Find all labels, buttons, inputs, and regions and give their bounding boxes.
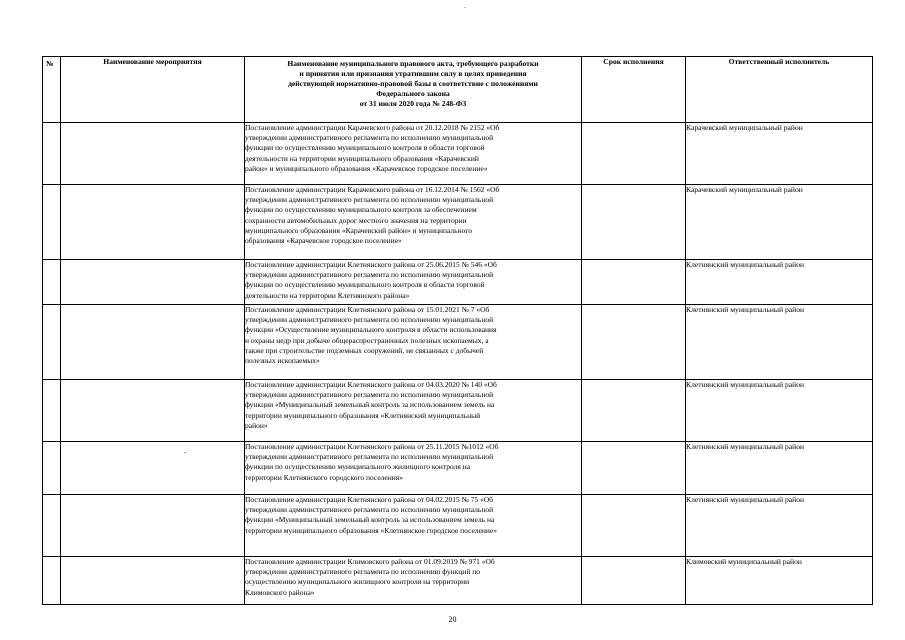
header-responsible: Ответственный исполнитель (686, 57, 873, 123)
row-deadline-cell (582, 557, 686, 605)
row-legal-act-cell (245, 260, 582, 305)
row-responsible-cell: Климовский муниципальный район (686, 557, 873, 605)
legal-act-line: утверждении административного регламента по исполнению муниципальной (245, 133, 494, 143)
row-number-cell (43, 305, 61, 380)
legal-act-line: функции «Осуществление муниципального контроля в области использования (245, 325, 497, 335)
row-responsible-cell: Клетнянский муниципальный район (686, 495, 873, 557)
row-deadline-cell (582, 185, 686, 260)
legal-act-line: муниципального образования «Карачевский район» и муниципального (245, 225, 472, 235)
row-legal-act-cell (245, 495, 582, 557)
legal-act-line: Постановление администрации Клетнянского района от 15.01.2021 № 7 «Об (245, 305, 490, 314)
table-row (43, 123, 873, 185)
table-row (43, 305, 873, 380)
table-row (43, 495, 873, 557)
legal-act-line: полезных ископаемых» (245, 356, 320, 366)
legal-act-line: осуществлению муниципального жилищного контроля на территории (245, 577, 470, 587)
row-responsible-cell: Карачевский муниципальный район (686, 185, 873, 260)
legal-act-line: утверждении административного регламента по исполнению муниципальной (245, 195, 494, 205)
row-measure-cell (61, 123, 245, 185)
legal-act-line: Постановление администрации Клетнянского района от 04.02.2015 № 75 «Об (245, 495, 494, 504)
row-measure-cell (61, 495, 245, 557)
legal-act-line: также при строительстве подземных сооружений, не связанных с добычей (245, 345, 484, 355)
table-row (43, 380, 873, 442)
row-legal-act-cell (245, 442, 582, 495)
header-legal-act-line: действующей нормативно-правовой базы в соответствие с положениями (288, 79, 538, 88)
row-measure-cell (61, 185, 245, 260)
row-responsible-cell: Клетнянский муниципальный район (686, 305, 873, 380)
legal-act-line: территории муниципального образования «Клетнянское городское поселение» (245, 525, 498, 535)
header-number: № (43, 57, 61, 123)
legal-act-line: Постановление администрации Карачевского района от 16.12.2014 № 1562 «Об (245, 185, 500, 194)
table-row (43, 260, 873, 305)
table-row (43, 185, 873, 260)
document-sheet (42, 56, 872, 605)
legal-act-line: утверждении административного регламента по исполнению функций по (245, 567, 480, 577)
row-measure-cell (61, 442, 245, 495)
legal-act-line: утверждении административного регламента по исполнению муниципальной (245, 390, 494, 400)
row-legal-act-cell (245, 557, 582, 605)
row-deadline-cell (582, 495, 686, 557)
legal-act-line: территории Клетнянского городского поселения» (245, 472, 403, 482)
legal-act-line: деятельности на территории Клетнянского района» (245, 290, 410, 300)
row-legal-act-cell (245, 185, 582, 260)
row-legal-act-cell (245, 123, 582, 185)
table-row (43, 557, 873, 605)
legal-act-line: функции по осуществлению муниципального контроля за обеспечением (245, 205, 477, 215)
header-legal-act-line: и принятия или признания утратившим силу в целях приведения (299, 69, 527, 78)
measures-table (42, 56, 873, 605)
row-responsible-cell: Клетнянский муниципальный район (686, 380, 873, 442)
table-header-row (43, 57, 873, 123)
legal-act-line: функции по осуществлению муниципального контроля в области торговой (245, 143, 485, 153)
row-responsible-cell: Клетнянский муниципальный район (686, 442, 873, 495)
legal-act-line: функции «Муниципальный земельный контроль за использованием земель на (245, 400, 495, 410)
legal-act-line: Постановление администрации Карачевского района от 20.12.2018 № 2152 «Об (245, 123, 500, 132)
row-number-cell (43, 260, 61, 305)
legal-act-line: утверждении административного регламента по исполнению муниципальной (245, 270, 494, 280)
legal-act-line: Постановление администрации Клетнянского района от 25.11.2015 №1012 «Об (245, 442, 499, 451)
row-deadline-cell (582, 123, 686, 185)
table-row (43, 442, 873, 495)
legal-act-line: утверждении административного регламента по исполнению муниципальной (245, 505, 494, 515)
legal-act-line: район» (245, 420, 268, 430)
legal-act-line: деятельности на территории муниципального образования «Карачевский (245, 153, 479, 163)
row-number-cell (43, 123, 61, 185)
legal-act-line: территории муниципального образования «Клетнянский муниципальный (245, 410, 481, 420)
legal-act-line: сохранности автомобильных дорог местного значения на территории (245, 215, 467, 225)
header-legal-act-line: Наименование муниципального правового акта, требующего разработки (287, 59, 539, 68)
row-measure-cell (61, 557, 245, 605)
legal-act-line: Постановление администрации Клетнянского района от 25.06.2015 № 546 «Об (245, 260, 497, 269)
legal-act-line: утверждении административного регламента по исполнению муниципальной (245, 315, 494, 325)
row-deadline-cell (582, 380, 686, 442)
header-legal-act (245, 57, 582, 123)
row-deadline-cell (582, 260, 686, 305)
legal-act-line: функции «Муниципальный земельный контроль за использованием земель на (245, 515, 495, 525)
row-deadline-cell (582, 442, 686, 495)
row-measure-cell (61, 305, 245, 380)
row-responsible-cell: Карачевский муниципальный район (686, 123, 873, 185)
row-deadline-cell (582, 305, 686, 380)
row-number-cell (43, 380, 61, 442)
row-number-cell (43, 557, 61, 605)
legal-act-line: Климовского района» (245, 587, 315, 597)
row-number-cell (43, 495, 61, 557)
header-legal-act-line: от 31 июля 2020 года № 248-ФЗ (359, 99, 467, 108)
row-measure-cell (61, 260, 245, 305)
legal-act-line: Постановление администрации Климовского района от 01.09.2019 № 971 «Об (245, 557, 495, 566)
legal-act-line: район» и муниципального образования «Карачевское городское поселение» (245, 163, 488, 173)
header-measure: Наименование мероприятия (61, 57, 245, 123)
legal-act-line: образования «Карачевское городское поселение» (245, 236, 402, 246)
legal-act-line: Постановление администрации Клетнянского района от 04.03.2020 № 140 «Об (245, 380, 497, 389)
page-number: 20 (448, 615, 457, 624)
scan-speck (464, 7, 466, 8)
row-legal-act-cell (245, 380, 582, 442)
row-number-cell (43, 442, 61, 495)
row-responsible-cell: Клетнянский муниципальный район (686, 260, 873, 305)
row-legal-act-cell (245, 305, 582, 380)
header-deadline: Срок исполнения (582, 57, 686, 123)
row-number-cell (43, 185, 61, 260)
legal-act-line: утверждении административного регламента по исполнению муниципальной (245, 452, 494, 462)
row-measure-cell (61, 380, 245, 442)
legal-act-line: и охраны недр при добыче общераспространенных полезных ископаемых, а (245, 335, 489, 345)
legal-act-line: функции по осуществлению муниципального контроля в области торговой (245, 280, 485, 290)
legal-act-line: функции по осуществлению муниципального жилищного контроля на (245, 462, 471, 472)
header-legal-act-line: Федерального закона (376, 89, 450, 98)
